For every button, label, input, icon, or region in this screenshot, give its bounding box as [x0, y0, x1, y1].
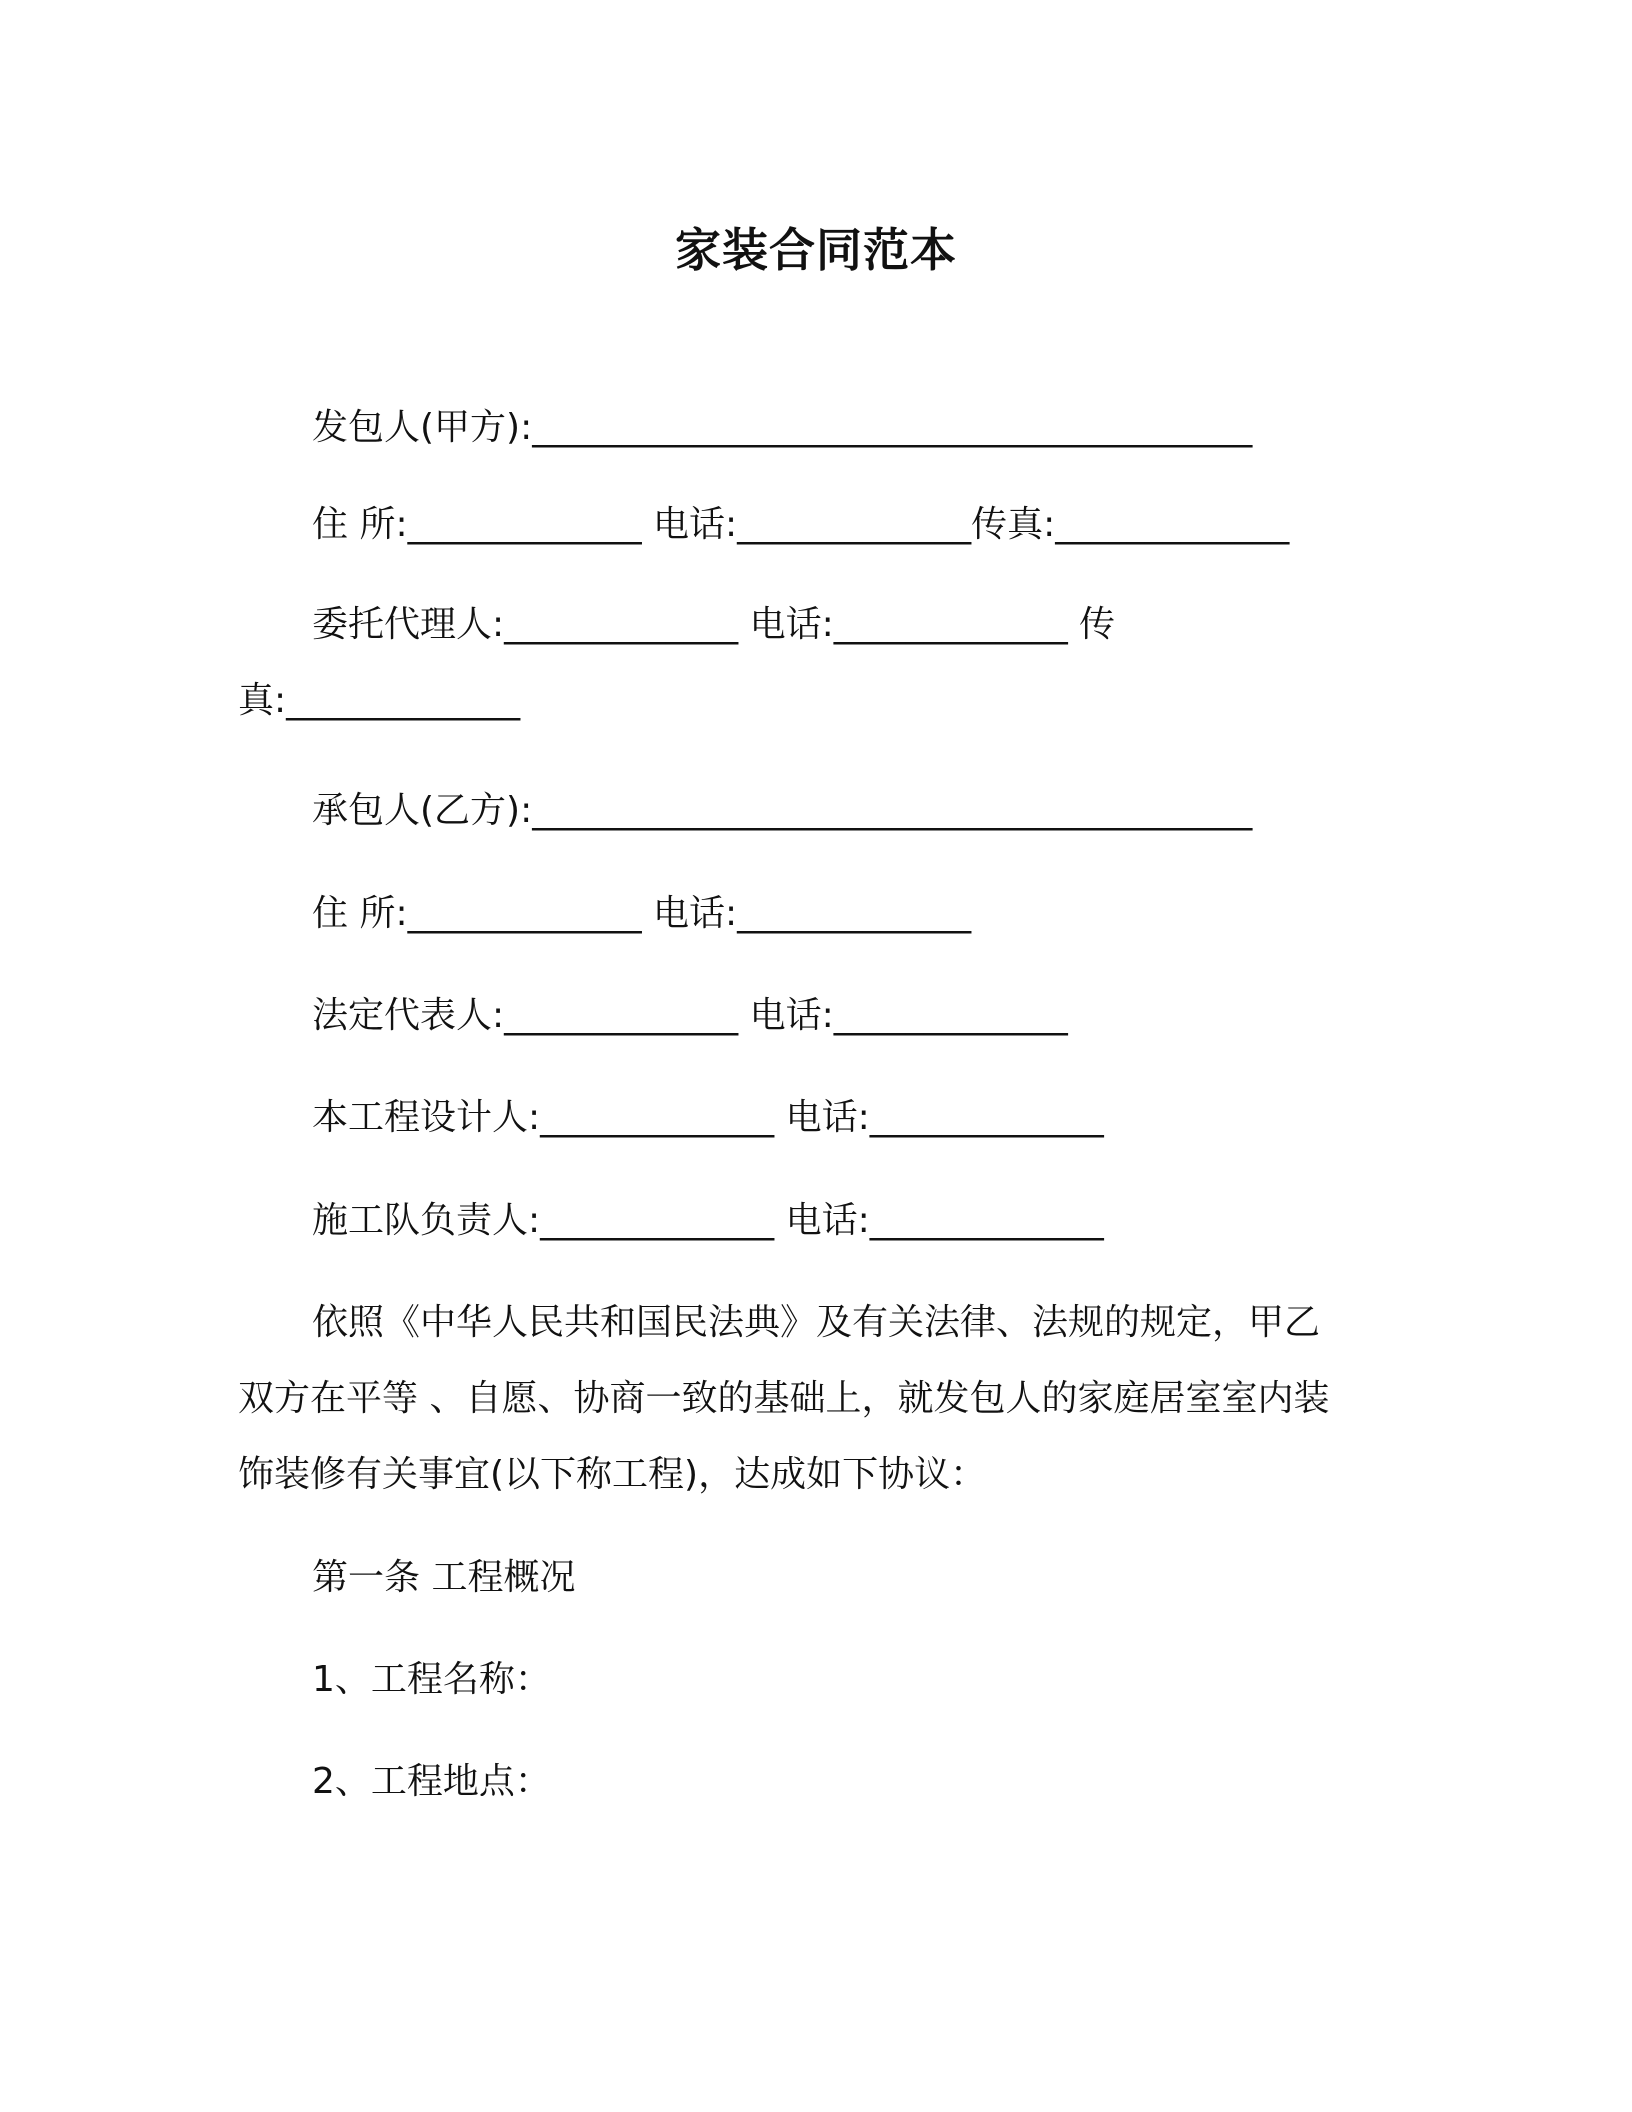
designer-field: 本工程设计人:_____________ 电话:_____________ [312, 1097, 1104, 1138]
crew-leader-field: 施工队负责人:_____________ 电话:_____________ [312, 1200, 1104, 1241]
article1-item1: 1、工程名称： [312, 1659, 551, 1700]
agent-field-line2: 真:_____________ [238, 680, 521, 721]
contractor-field: 承包人(乙方):________________________________________ [312, 790, 1253, 831]
document-title: 家装合同范本 [675, 223, 957, 277]
preamble-line1: 依照《中华人民共和国民法典》及有关法律、法规的规定，甲乙 [312, 1302, 1321, 1343]
preamble-line3: 饰装修有关事宜(以下称工程)，达成如下协议： [238, 1454, 987, 1495]
legal-rep-field: 法定代表人:_____________ 电话:_____________ [312, 995, 1068, 1036]
article1-item2: 2、工程地点： [312, 1761, 551, 1802]
agent-field-line1: 委托代理人:_____________ 电话:_____________ 传 [312, 604, 1116, 645]
employer-contact-field: 住 所:_____________ 电话:_____________传真:_____________ [312, 504, 1290, 545]
contractor-contact-field: 住 所:_____________ 电话:_____________ [312, 893, 972, 934]
article1-heading: 第一条 工程概况 [312, 1557, 576, 1598]
employer-field: 发包人(甲方):________________________________________ [312, 407, 1253, 448]
preamble-line2: 双方在平等 、自愿、协商一致的基础上，就发包人的家庭居室室内装 [238, 1378, 1330, 1419]
